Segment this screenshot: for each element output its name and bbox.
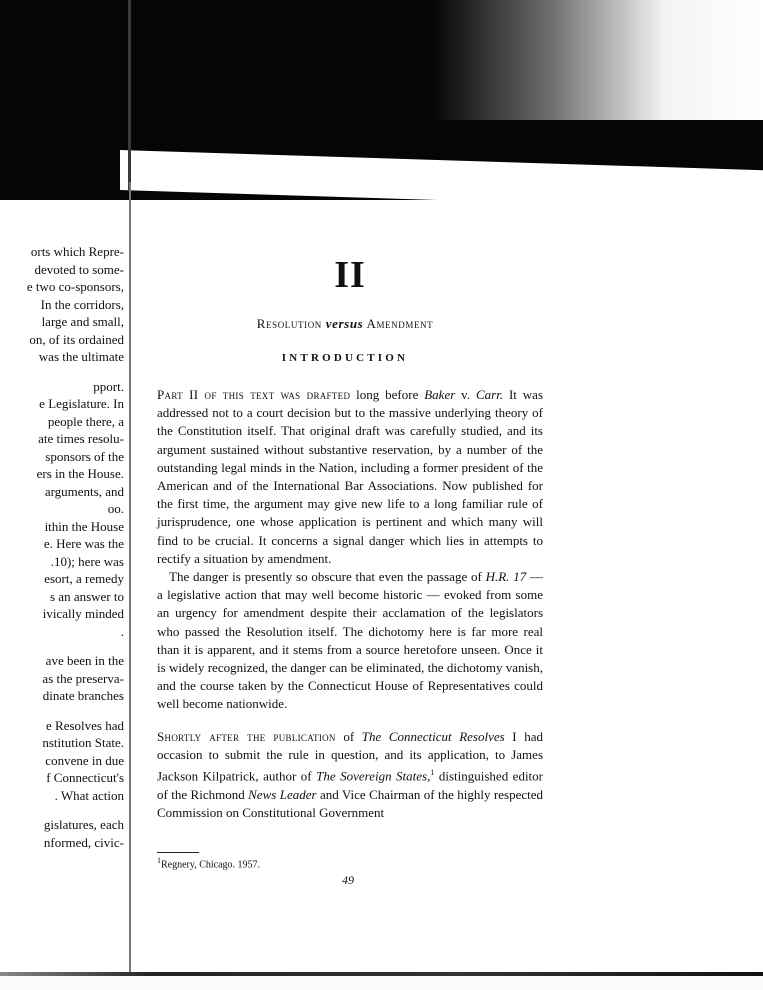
text-run: of: [335, 728, 362, 744]
left-page-line: ithin the House: [44, 518, 124, 534]
left-page-line: dinate branches: [42, 688, 124, 703]
left-page-line: nformed, civic-: [43, 834, 124, 850]
left-page-line: [0, 640, 124, 652]
page-edge: [128, 0, 131, 190]
publication-name: News Leader: [248, 786, 317, 802]
left-page-line: ave been in the: [45, 653, 124, 668]
left-page-line: . What action: [54, 787, 124, 803]
scan-shadow-fade: [433, 0, 763, 120]
footnote: [157, 856, 260, 870]
section-title: [150, 316, 540, 332]
left-page-line: .10); here was: [50, 553, 124, 569]
bill-name: H.R. 17: [485, 569, 527, 585]
case-name: Baker: [424, 387, 456, 402]
left-page-line: large and small,: [41, 314, 124, 329]
paragraph-2: [157, 568, 543, 714]
scan-margin-bottom: [0, 976, 763, 990]
footnote-marker: 1: [157, 856, 161, 865]
text-run: The danger is presently so obscure that even the passage of: [169, 569, 486, 585]
left-page-line: gislatures, each: [43, 817, 124, 832]
footnote-text: Regnery, Chicago. 1957.: [161, 859, 261, 871]
left-page-line: pport.: [93, 378, 124, 394]
left-page-line: devoted to some-: [34, 261, 124, 277]
footnote-rule: [157, 852, 199, 853]
left-page-line: nstitution State.: [42, 735, 124, 750]
case-name: Carr.: [475, 387, 504, 402]
title-resolution: Resolution: [256, 316, 322, 331]
chapter-number: II: [334, 254, 366, 296]
book-title: The Sovereign States,: [316, 768, 431, 784]
left-page-line: people there, a: [47, 413, 124, 429]
text-run: and Vice Chairman of the highly respected Commission on Constitutional Government: [157, 786, 544, 820]
title-versus: versus: [325, 316, 364, 331]
left-page-line: esort, a remedy: [44, 571, 124, 586]
paragraph-lead: Shortly after the publication: [157, 728, 336, 744]
page-number: 49: [342, 873, 354, 887]
left-page-line: ers in the House.: [36, 466, 124, 481]
left-page-line: [0, 705, 124, 717]
text-run: — a legislative action that may well become historic — evoked from some an urgency for amendment despite their acclamation of the legislators who passed the Resolution itself. The dichotomy here is far more real than it is apparent, and it stems from a source heretofore unseen. Once it is widely recognized, the danger can be eliminated, the dichotomy vanish, and the course taken by the Connecticut House of Representatives could well become nationwide.: [157, 569, 543, 712]
paragraph-1: [157, 386, 543, 568]
title-amendment: Amendment: [366, 316, 434, 331]
left-page-line: f Connecticut's: [46, 770, 124, 785]
left-page-line: on, of its ordained: [29, 331, 124, 347]
left-page-line: In the corridors,: [40, 296, 124, 312]
book-spine-line: [129, 182, 131, 977]
left-page-line: arguments, and: [44, 483, 124, 499]
left-page-line: .: [120, 623, 124, 639]
footnote-ref: 1: [430, 768, 435, 778]
left-page-line: [0, 366, 124, 378]
intro-heading: INTRODUCTION: [281, 352, 409, 364]
left-page-line: was the ultimate: [38, 349, 124, 364]
text-run: distinguished editor of the Richmond: [157, 768, 543, 802]
left-page-fragment: [0, 243, 124, 851]
body-text: [157, 386, 543, 822]
paragraph-lead: Part II of this text was drafted: [157, 387, 351, 402]
left-page-line: s an answer to: [49, 588, 124, 604]
left-page-line: e Resolves had: [46, 717, 124, 733]
left-page-line: ivically minded: [42, 606, 124, 621]
text-run: It was addressed not to a court decision but to the massive underlying theory of the Constitution itself. That original draft was carefully studied, and its argument sustained without substantive reservation, by a number of the outstanding legal minds in the Nation, including a former president of the American and of the International Bar Associations. Now published for the first time, the argument may give new life to a long familiar rule of jurisprudence, one whose application is pertinent and which many will find to be crucial. It concerns a signal danger which lies in attempts to rectify a situation by amendment.: [157, 387, 544, 566]
text-run: long before: [350, 387, 425, 402]
book-title: The Connecticut Resolves: [361, 728, 505, 744]
paragraph-3: [157, 728, 543, 822]
left-page-line: orts which Repre-: [30, 244, 124, 259]
left-page-line: e. Here was the: [43, 536, 124, 551]
text-run: v.: [455, 387, 476, 402]
left-page-line: [0, 804, 124, 816]
text-run: I had occasion to submit the rule in question, and its application, to James Jackson Kilpatrick, author of: [157, 728, 543, 784]
left-page-line: convene in due: [45, 752, 124, 768]
left-page-line: sponsors of the: [45, 448, 124, 464]
left-page-line: oo.: [107, 501, 124, 516]
left-page-line: ate times resolu-: [38, 431, 124, 446]
left-page-line: e Legislature. In: [39, 396, 124, 411]
left-page-line: e two co-sponsors,: [26, 279, 124, 294]
left-page-line: as the preserva-: [42, 670, 124, 686]
